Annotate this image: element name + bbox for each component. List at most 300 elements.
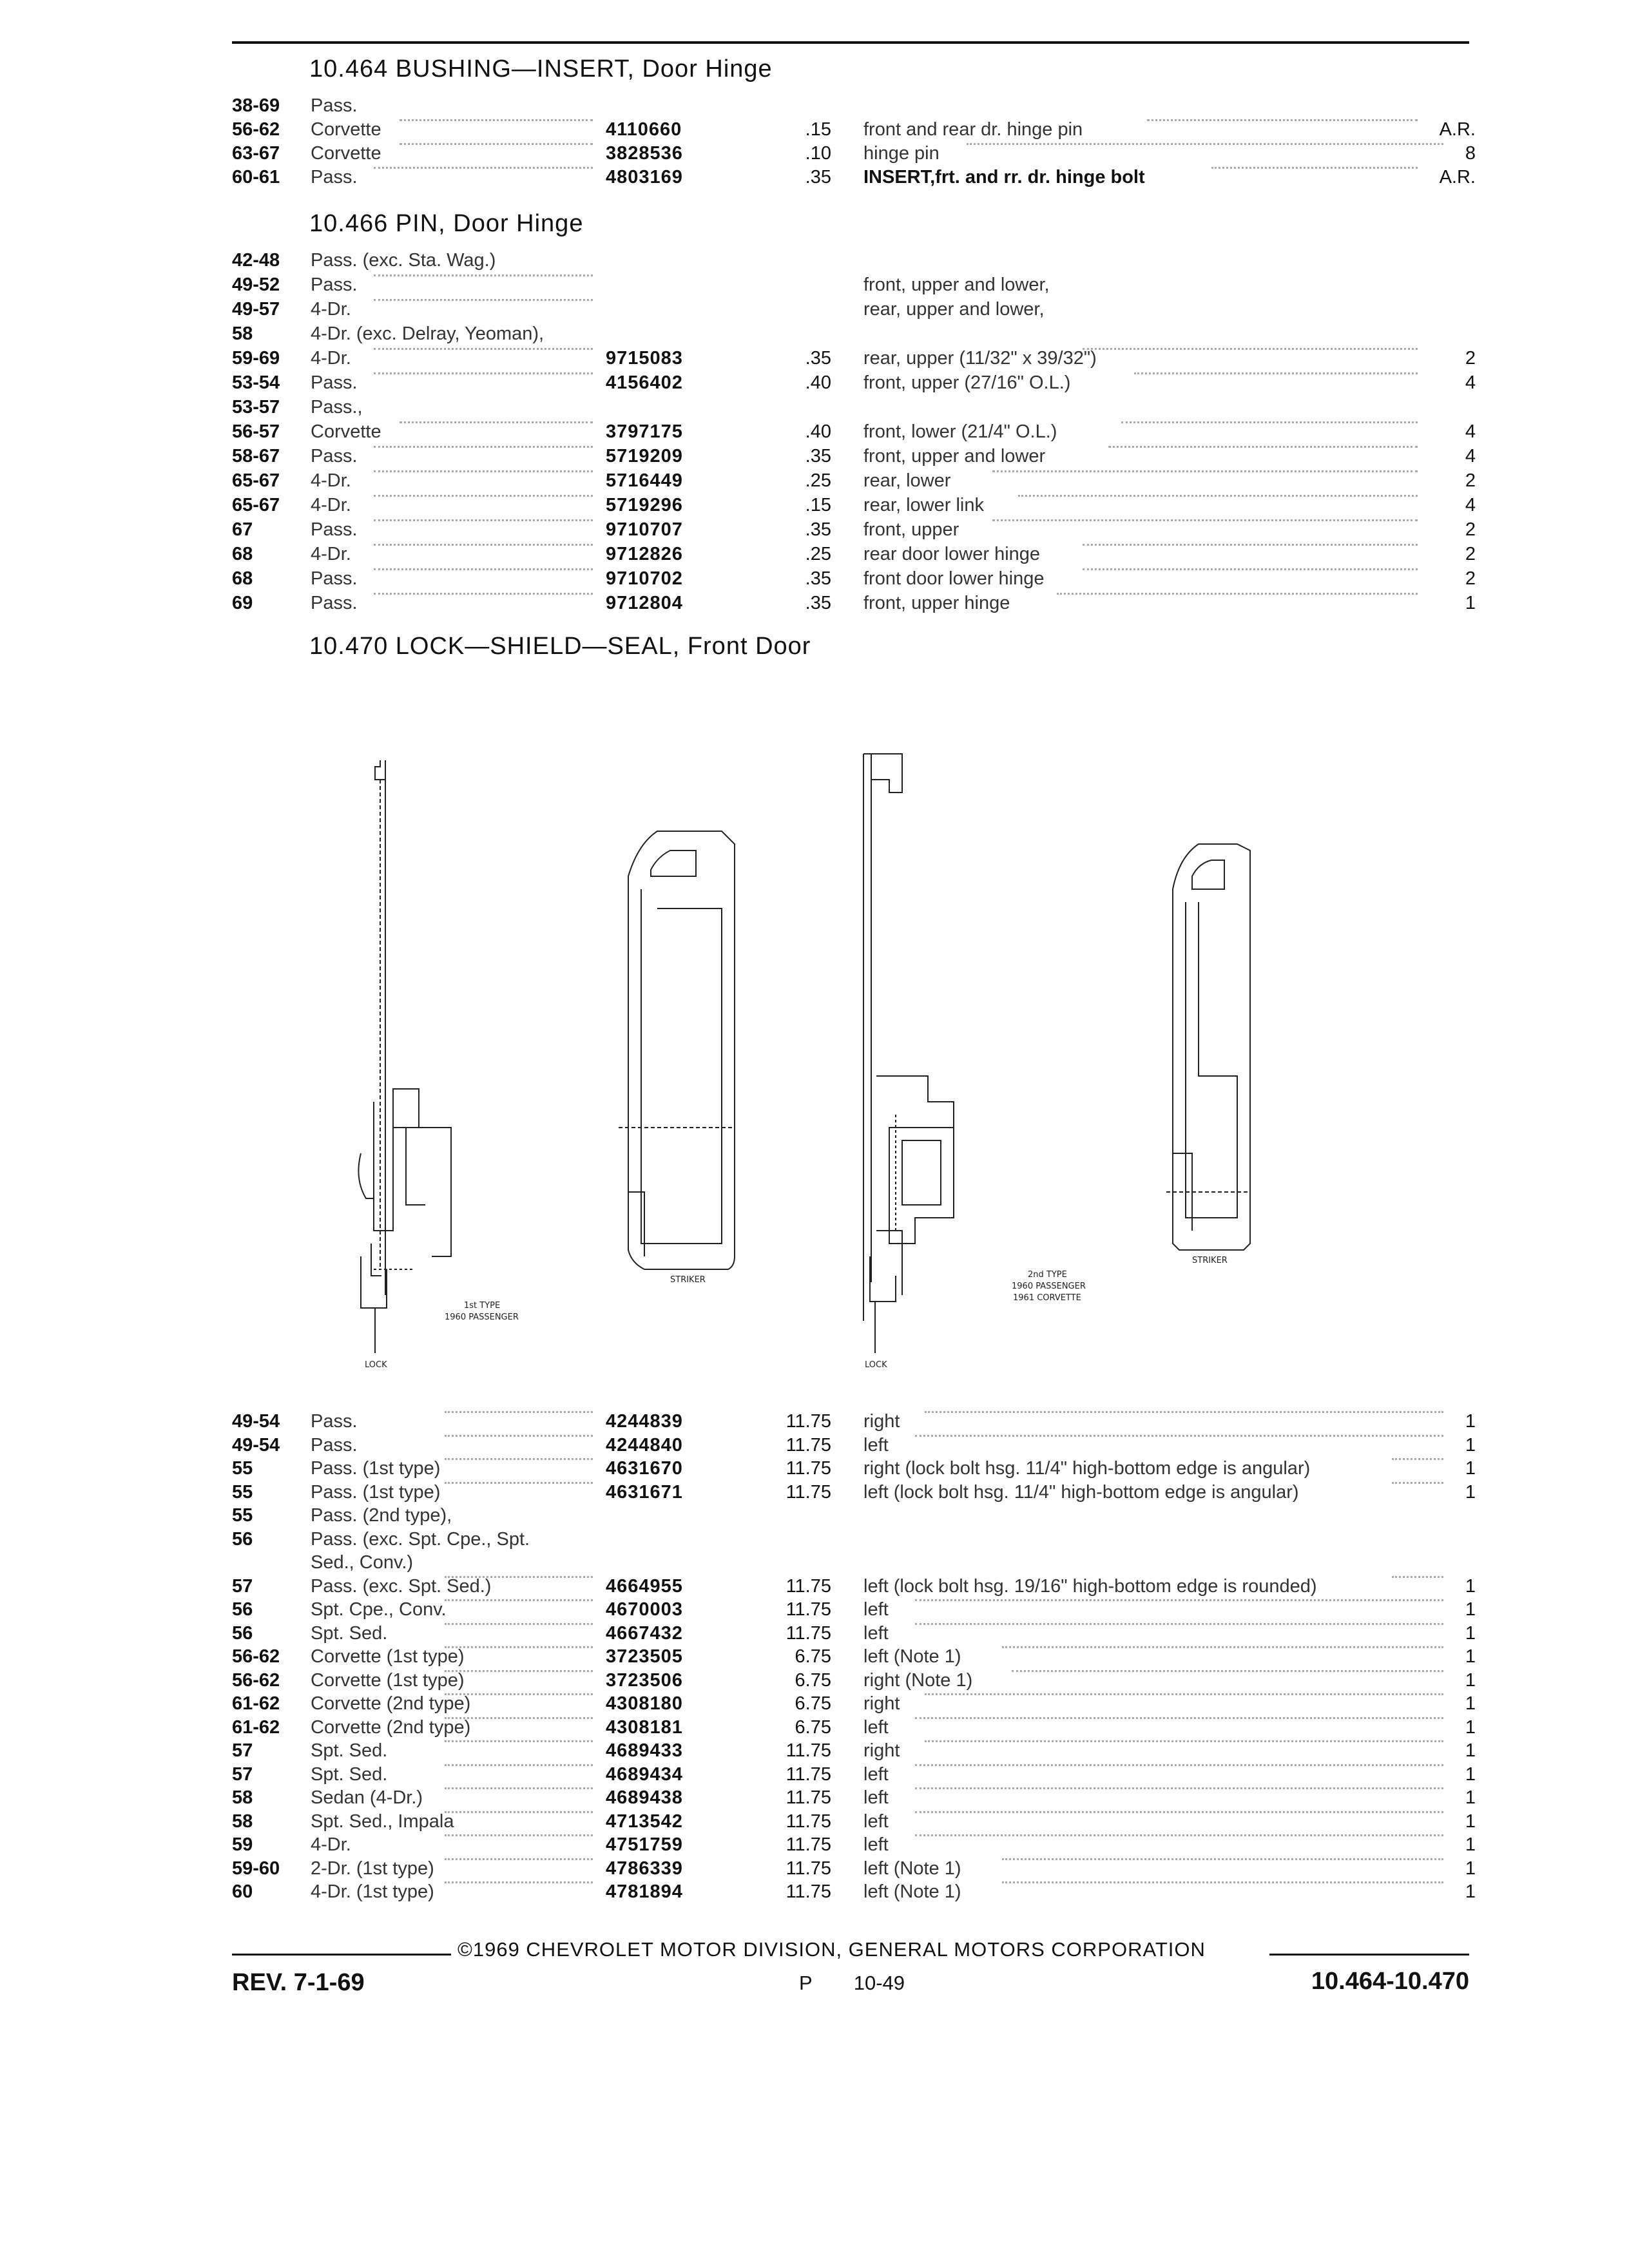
type-label: 2nd TYPE	[1028, 1270, 1067, 1280]
quantity-cell: 4	[1465, 372, 1476, 393]
model-cell: 4-Dr.	[311, 1834, 351, 1855]
leader-dots	[445, 1623, 593, 1625]
leader-dots	[445, 1599, 593, 1601]
table-row	[232, 1623, 1476, 1646]
description-cell: front, lower (21/4" O.L.)	[863, 421, 1057, 442]
model-cell: 4-Dr.	[311, 495, 351, 515]
year-cell: 57	[232, 1575, 253, 1597]
leader-dots	[1121, 421, 1418, 423]
model-cell: Pass.	[311, 519, 358, 540]
model-cell: Spt. Sed.	[311, 1763, 388, 1785]
striker-label: STRIKER	[670, 1275, 706, 1285]
table-row	[232, 1458, 1476, 1481]
model-cell: Corvette (1st type)	[311, 1669, 465, 1691]
price-cell: 11.75	[786, 1858, 831, 1879]
leader-dots	[1083, 568, 1418, 570]
description-cell: rear, lower	[863, 470, 951, 491]
price-cell: .25	[805, 544, 831, 564]
model-cell: Corvette (2nd type)	[311, 1693, 471, 1714]
table-row	[232, 568, 1476, 591]
part-number-cell: 4631671	[606, 1481, 683, 1503]
part-number-cell: 4110660	[606, 119, 682, 140]
section-title: 10.466 PIN, Door Hinge	[309, 210, 584, 237]
price-cell: .40	[805, 421, 831, 442]
price-cell: 11.75	[786, 1622, 831, 1644]
model-cell: Spt. Sed.	[311, 1622, 388, 1644]
year-cell: 56-62	[232, 1646, 280, 1667]
price-cell: 11.75	[786, 1481, 831, 1503]
quantity-cell: 1	[1465, 593, 1476, 613]
leader-dots	[445, 1717, 593, 1719]
year-cell: 42-48	[232, 250, 280, 271]
table-row	[232, 1435, 1476, 1458]
quantity-cell: 1	[1465, 1763, 1476, 1785]
description-cell: left	[863, 1811, 889, 1832]
leader-dots	[1147, 119, 1418, 121]
model-cell: 4-Dr.	[311, 470, 351, 491]
price-cell: 6.75	[795, 1646, 831, 1667]
price-cell: 11.75	[786, 1434, 831, 1456]
quantity-cell: 4	[1465, 446, 1476, 466]
leader-dots	[374, 544, 593, 546]
table-row	[232, 1834, 1476, 1858]
year-cell: 61-62	[232, 1716, 280, 1738]
part-number-cell: 4689433	[606, 1740, 683, 1761]
description-cell: right	[863, 1693, 900, 1714]
leader-dots	[374, 495, 593, 497]
model-cell: Sedan (4-Dr.)	[311, 1787, 423, 1808]
part-number-cell: 4244839	[606, 1411, 683, 1432]
quantity-cell: 2	[1465, 568, 1476, 589]
model-cell: Corvette	[311, 421, 381, 442]
part-number-cell: 4244840	[606, 1434, 683, 1456]
table-row	[232, 274, 1476, 298]
year-cell: 58	[232, 1811, 253, 1832]
price-cell: 11.75	[786, 1881, 831, 1902]
leader-dots	[1002, 1646, 1443, 1648]
model-cell: Pass. (exc. Sta. Wag.)	[311, 250, 496, 271]
part-number-cell: 4803169	[606, 167, 683, 187]
model-cell: Pass.	[311, 568, 358, 589]
description-cell: left	[863, 1434, 889, 1456]
table-row	[232, 495, 1476, 518]
table-row	[232, 1717, 1476, 1740]
leader-dots	[445, 1764, 593, 1766]
part-number-cell: 4308180	[606, 1693, 683, 1714]
description-cell: INSERT,frt. and rr. dr. hinge bolt	[863, 167, 1145, 187]
description-cell: front, upper hinge	[863, 593, 1010, 613]
part-number-cell: 9712826	[606, 544, 683, 564]
section-range: 10.464-10.470	[1311, 1968, 1469, 1995]
table-row	[232, 544, 1476, 567]
leader-dots	[374, 274, 593, 276]
quantity-cell: 1	[1465, 1646, 1476, 1667]
table-row	[232, 593, 1476, 616]
part-number-cell: 3828536	[606, 143, 683, 164]
table-row	[232, 1482, 1476, 1505]
quantity-cell: 2	[1465, 470, 1476, 491]
price-cell: .35	[805, 167, 831, 187]
part-number-cell: 4713542	[606, 1811, 683, 1832]
table-row	[232, 167, 1476, 190]
leader-dots	[915, 1717, 1443, 1719]
description-cell: left	[863, 1599, 889, 1620]
revision-date: REV. 7-1-69	[232, 1969, 365, 1996]
table-row	[232, 519, 1476, 543]
year-cell: 58-67	[232, 446, 280, 466]
striker-label: STRIKER	[1192, 1256, 1228, 1265]
description-cell: front, upper	[863, 519, 959, 540]
leader-dots	[915, 1787, 1443, 1789]
leader-dots	[374, 446, 593, 448]
description-cell: left (lock bolt hsg. 19/16" high-bottom edge is rounded)	[863, 1575, 1317, 1597]
description-cell: left	[863, 1787, 889, 1808]
leader-dots	[400, 119, 593, 121]
year-cell: 38-69	[232, 95, 280, 116]
price-cell: 11.75	[786, 1411, 831, 1432]
table-row	[232, 95, 1476, 119]
price-cell: 6.75	[795, 1716, 831, 1738]
part-number-cell: 4156402	[606, 372, 683, 393]
description-cell: left	[863, 1716, 889, 1738]
quantity-cell: 1	[1465, 1669, 1476, 1691]
quantity-cell: A.R.	[1439, 119, 1476, 140]
price-cell: .35	[805, 593, 831, 613]
leader-dots	[374, 470, 593, 472]
model-cell: Pass.	[311, 95, 358, 116]
table-row	[232, 1787, 1476, 1811]
part-number-cell: 4670003	[606, 1599, 683, 1620]
leader-dots	[445, 1858, 593, 1860]
description-cell: left (lock bolt hsg. 11/4" high-bottom edge is angular)	[863, 1481, 1299, 1503]
model-cell: 4-Dr. (1st type)	[311, 1881, 434, 1902]
model-cell: Pass.	[311, 1434, 358, 1456]
leader-dots	[1211, 167, 1418, 169]
year-cell: 49-57	[232, 299, 280, 320]
leader-dots	[445, 1646, 593, 1648]
price-cell: 11.75	[786, 1763, 831, 1785]
leader-dots	[400, 421, 593, 423]
leader-dots	[915, 1623, 1443, 1625]
price-cell: .35	[805, 348, 831, 369]
leader-dots	[445, 1458, 593, 1460]
quantity-cell: 1	[1465, 1740, 1476, 1761]
lock-label: LOCK	[365, 1360, 387, 1370]
leader-dots	[915, 1811, 1443, 1813]
leader-dots	[445, 1740, 593, 1742]
year-cell: 56-62	[232, 1669, 280, 1691]
part-number-cell: 4786339	[606, 1858, 683, 1879]
year-cell: 63-67	[232, 143, 280, 164]
description-cell: left (Note 1)	[863, 1646, 961, 1667]
description-cell: rear, upper (11/32" x 39/32")	[863, 348, 1097, 369]
price-cell: 6.75	[795, 1693, 831, 1714]
description-cell: rear, lower link	[863, 495, 984, 515]
year-cell: 55	[232, 1505, 253, 1526]
description-cell: right	[863, 1740, 900, 1761]
leader-dots	[374, 348, 593, 350]
part-number-cell: 3723505	[606, 1646, 683, 1667]
quantity-cell: A.R.	[1439, 167, 1476, 187]
leader-dots	[445, 1435, 593, 1437]
type-label: 1960 PASSENGER	[445, 1312, 519, 1322]
quantity-cell: 1	[1465, 1622, 1476, 1644]
leader-dots	[1083, 544, 1418, 546]
description-cell: left (Note 1)	[863, 1858, 961, 1879]
table-row	[232, 1881, 1476, 1905]
table-row	[232, 143, 1476, 166]
leader-dots	[445, 1576, 593, 1578]
quantity-cell: 8	[1465, 143, 1476, 164]
year-cell: 57	[232, 1740, 253, 1761]
year-cell: 65-67	[232, 495, 280, 515]
part-number-cell: 4751759	[606, 1834, 683, 1855]
page-letter: P	[799, 1972, 813, 1994]
page-number	[799, 1972, 905, 1995]
table-row	[232, 1529, 1476, 1552]
model-cell: Pass. (2nd type),	[311, 1505, 452, 1526]
leader-dots	[374, 593, 593, 595]
description-cell: front, upper (27/16" O.L.)	[863, 372, 1071, 393]
part-number-cell: 9715083	[606, 348, 683, 369]
description-cell: front door lower hinge	[863, 568, 1045, 589]
table-row	[232, 1670, 1476, 1693]
description-cell: left	[863, 1622, 889, 1644]
year-cell: 60-61	[232, 167, 280, 187]
table-row	[232, 397, 1476, 420]
part-number-cell: 9710707	[606, 519, 683, 540]
description-cell: left	[863, 1834, 889, 1855]
leader-dots	[400, 143, 593, 145]
leader-dots	[925, 1411, 1443, 1413]
type-label: 1961 CORVETTE	[1013, 1293, 1081, 1303]
description-cell: right	[863, 1411, 900, 1432]
model-cell: Pass.	[311, 372, 358, 393]
year-cell: 59-69	[232, 348, 280, 369]
price-cell: .35	[805, 519, 831, 540]
year-cell: 56	[232, 1599, 253, 1620]
section-title: 10.464 BUSHING—INSERT, Door Hinge	[309, 55, 773, 82]
model-cell: Pass. (1st type)	[311, 1481, 441, 1503]
leader-dots	[915, 1834, 1443, 1836]
year-cell: 53-57	[232, 397, 280, 418]
part-number-cell: 4689434	[606, 1763, 683, 1785]
model-cell: Pass.	[311, 446, 358, 466]
description-cell: front, upper and lower,	[863, 274, 1050, 295]
striker-1st-type	[619, 831, 735, 1269]
description-cell: front and rear dr. hinge pin	[863, 119, 1083, 140]
model-cell: Pass.	[311, 167, 358, 187]
leader-dots	[374, 568, 593, 570]
year-cell: 59-60	[232, 1858, 280, 1879]
quantity-cell: 4	[1465, 495, 1476, 515]
year-cell: 67	[232, 519, 253, 540]
model-cell: Pass. (1st type)	[311, 1458, 441, 1479]
top-rule	[232, 41, 1469, 44]
quantity-cell: 1	[1465, 1716, 1476, 1738]
quantity-cell: 2	[1465, 348, 1476, 369]
leader-dots	[1018, 495, 1418, 497]
part-number-cell: 9712804	[606, 593, 683, 613]
table-row	[232, 1811, 1476, 1834]
quantity-cell: 1	[1465, 1693, 1476, 1714]
table-row	[232, 1411, 1476, 1434]
table-row	[232, 1505, 1476, 1528]
year-cell: 69	[232, 593, 253, 613]
year-cell: 49-54	[232, 1411, 280, 1432]
part-number-cell: 5719209	[606, 446, 683, 466]
year-cell: 55	[232, 1481, 253, 1503]
description-cell: right (Note 1)	[863, 1669, 973, 1691]
price-cell: .10	[805, 143, 831, 164]
model-cell: Spt. Sed.	[311, 1740, 388, 1761]
footer-rule-left	[232, 1954, 451, 1956]
quantity-cell: 1	[1465, 1787, 1476, 1808]
leader-dots	[445, 1670, 593, 1672]
price-cell: 11.75	[786, 1787, 831, 1808]
price-cell: .25	[805, 470, 831, 491]
price-cell: 11.75	[786, 1458, 831, 1479]
table-row	[232, 1740, 1476, 1763]
model-cell: Corvette	[311, 143, 381, 164]
model-cell: Corvette	[311, 119, 381, 140]
quantity-cell: 2	[1465, 544, 1476, 564]
table-row	[232, 119, 1476, 142]
model-cell: 4-Dr.	[311, 299, 351, 320]
type-label: 1st TYPE	[464, 1301, 501, 1311]
price-cell: .35	[805, 446, 831, 466]
year-cell: 58	[232, 1787, 253, 1808]
table-row	[232, 1764, 1476, 1787]
type-label: 1960 PASSENGER	[1012, 1282, 1086, 1291]
leader-dots	[925, 1740, 1443, 1742]
price-cell: 11.75	[786, 1811, 831, 1832]
leader-dots	[445, 1881, 593, 1883]
description-cell: rear, upper and lower,	[863, 299, 1045, 320]
year-cell: 58	[232, 323, 253, 344]
leader-dots	[445, 1482, 593, 1484]
price-cell: 11.75	[786, 1599, 831, 1620]
leader-dots	[374, 519, 593, 521]
page-number-value: 10-49	[853, 1972, 905, 1994]
model-cell: 4-Dr.	[311, 348, 351, 369]
model-cell: 2-Dr. (1st type)	[311, 1858, 434, 1879]
section-title: 10.470 LOCK—SHIELD—SEAL, Front Door	[309, 633, 811, 660]
quantity-cell: 1	[1465, 1411, 1476, 1432]
table-row	[232, 1693, 1476, 1716]
leader-dots	[1392, 1482, 1443, 1484]
part-number-cell: 4664955	[606, 1575, 683, 1597]
footer-rule-right	[1269, 1954, 1469, 1956]
leader-dots	[1002, 1881, 1443, 1883]
leader-dots	[1057, 593, 1418, 595]
table-row	[232, 1552, 1476, 1575]
description-cell: left	[863, 1763, 889, 1785]
year-cell: 68	[232, 568, 253, 589]
leader-dots	[1392, 1458, 1443, 1460]
year-cell: 56	[232, 1622, 253, 1644]
part-number-cell: 3723506	[606, 1669, 683, 1691]
lock-assembly-1st-type	[358, 760, 451, 1353]
part-number-cell: 4667432	[606, 1622, 683, 1644]
table-row	[232, 1599, 1476, 1622]
leader-dots	[992, 470, 1418, 472]
price-cell: 6.75	[795, 1669, 831, 1691]
price-cell: .15	[805, 495, 831, 515]
quantity-cell: 1	[1465, 1858, 1476, 1879]
price-cell: 11.75	[786, 1740, 831, 1761]
quantity-cell: 1	[1465, 1881, 1476, 1902]
year-cell: 49-54	[232, 1434, 280, 1456]
part-number-cell: 4308181	[606, 1716, 683, 1738]
year-cell: 65-67	[232, 470, 280, 491]
model-cell: Spt. Sed., Impala	[311, 1811, 454, 1832]
year-cell: 57	[232, 1763, 253, 1785]
copyright-text: ©1969 CHEVROLET MOTOR DIVISION, GENERAL MOTORS CORPORATION	[458, 1938, 1206, 1961]
table-row	[232, 421, 1476, 445]
year-cell: 49-52	[232, 274, 280, 295]
leader-dots	[992, 519, 1418, 521]
table-row	[232, 1646, 1476, 1669]
year-cell: 60	[232, 1881, 253, 1902]
door-lock-diagram	[335, 741, 1289, 1385]
year-cell: 56	[232, 1528, 253, 1550]
leader-dots	[1392, 1576, 1443, 1578]
table-row	[232, 299, 1476, 322]
leader-dots	[374, 372, 593, 374]
price-cell: .15	[805, 119, 831, 140]
year-cell: 61-62	[232, 1693, 280, 1714]
leader-dots	[915, 1599, 1443, 1601]
quantity-cell: 1	[1465, 1458, 1476, 1479]
leader-dots	[925, 1693, 1443, 1695]
leader-dots	[1108, 446, 1418, 448]
table-row	[232, 372, 1476, 396]
model-cell: 4-Dr.	[311, 544, 351, 564]
table-row	[232, 250, 1476, 273]
part-number-cell: 3797175	[606, 421, 683, 442]
table-row	[232, 446, 1476, 469]
leader-dots	[915, 1764, 1443, 1766]
leader-dots	[1083, 348, 1418, 350]
description-cell: right (lock bolt hsg. 11/4" high-bottom edge is angular)	[863, 1458, 1311, 1479]
leader-dots	[967, 143, 1443, 145]
year-cell: 56-62	[232, 119, 280, 140]
year-cell: 53-54	[232, 372, 280, 393]
description-cell: front, upper and lower	[863, 446, 1046, 466]
model-cell: Pass.	[311, 593, 358, 613]
quantity-cell: 2	[1465, 519, 1476, 540]
model-cell: Sed., Conv.)	[311, 1552, 414, 1573]
quantity-cell: 1	[1465, 1834, 1476, 1855]
model-cell: Pass. (exc. Spt. Sed.)	[311, 1575, 492, 1597]
part-number-cell: 4781894	[606, 1881, 683, 1902]
table-row	[232, 348, 1476, 371]
price-cell: 11.75	[786, 1575, 831, 1597]
table-row	[232, 323, 1476, 347]
model-cell: Pass.	[311, 274, 358, 295]
model-cell: Corvette (2nd type)	[311, 1716, 471, 1738]
quantity-cell: 1	[1465, 1481, 1476, 1503]
model-cell: Pass. (exc. Spt. Cpe., Spt.	[311, 1528, 530, 1550]
part-number-cell: 5719296	[606, 495, 683, 515]
quantity-cell: 1	[1465, 1599, 1476, 1620]
model-cell: Spt. Cpe., Conv.	[311, 1599, 447, 1620]
leader-dots	[374, 299, 593, 301]
year-cell: 68	[232, 544, 253, 564]
table-row	[232, 1858, 1476, 1881]
leader-dots	[445, 1834, 593, 1836]
